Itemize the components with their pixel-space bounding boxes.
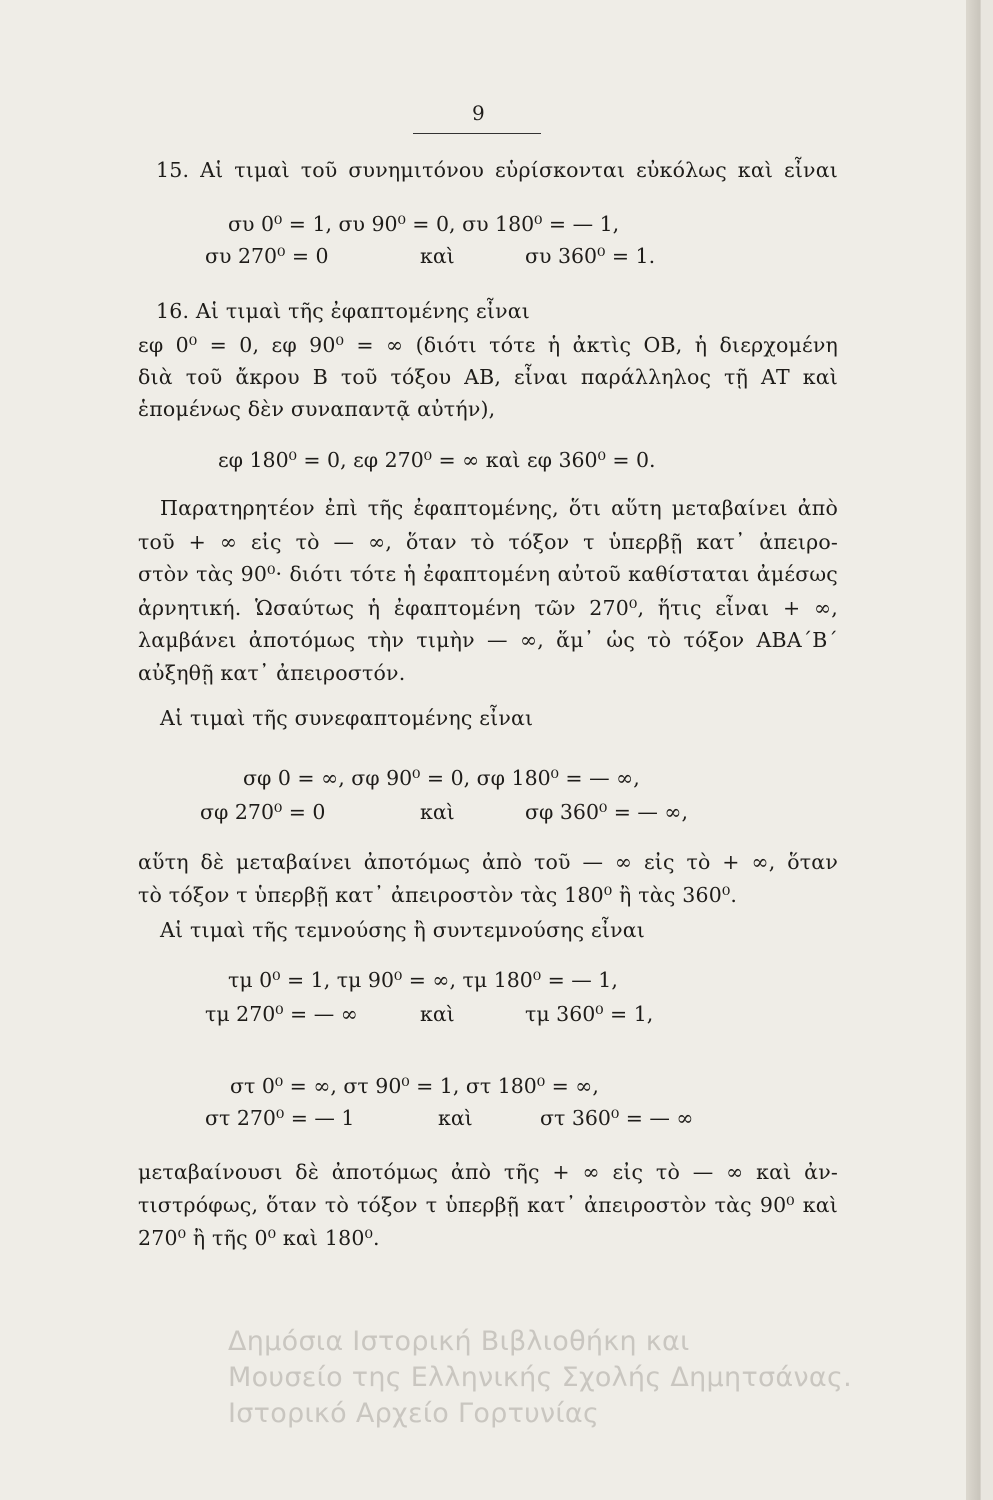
secant-line-2: τιστρόφως, ὅταν τὸ τόξον τ ὑπερβῇ κατ᾿ ἀπειροστὸν τὰς 90⁰ καὶ xyxy=(138,1193,838,1217)
tangent-equation: εφ 180⁰ = 0, εφ 270⁰ = ∞ καὶ εφ 360⁰ = 0. xyxy=(218,448,656,472)
cosecant-equation-1: στ 0⁰ = ∞, στ 90⁰ = 1, στ 180⁰ = ∞, xyxy=(230,1074,599,1098)
cotangent-line-1: αὕτη δὲ μεταβαίνει ἀποτόμως ἀπὸ τοῦ — ∞ εἰς τὸ + ∞, ὅταν xyxy=(138,850,838,874)
observation-line-6: αὐξηθῇ κατ᾿ ἀπειροστόν. xyxy=(138,661,406,685)
watermark-line-2: Μουσείο της Ελληνικής Σχολής Δημητσάνας. xyxy=(228,1362,853,1393)
page-edge xyxy=(966,0,980,1500)
secant-line-3: 270⁰ ἢ τῆς 0⁰ καὶ 180⁰. xyxy=(138,1226,380,1250)
secant-intro: Αἱ τιμαὶ τῆς τεμνούσης ἢ συντεμνούσης εἶναι xyxy=(160,918,646,942)
section-16-line-2: εφ 0⁰ = 0, εφ 90⁰ = ∞ (διότι τότε ἡ ἀκτὶς ΟΒ, ἡ διερχομένη xyxy=(138,333,838,357)
cotangent-equation-2a: σφ 270⁰ = 0 xyxy=(200,800,326,824)
section-16-line-4: ἑπομένως δὲν συναπαντᾷ αὐτήν), xyxy=(138,397,496,421)
page-number: 9 xyxy=(472,101,485,125)
observation-line-2: τοῦ + ∞ εἰς τὸ — ∞, ὅταν τὸ τόξον τ ὑπερβῇ κατ᾿ ἀπειρο- xyxy=(138,530,838,554)
secant-equation-1: τμ 0⁰ = 1, τμ 90⁰ = ∞, τμ 180⁰ = — 1, xyxy=(228,968,618,992)
secant-equation-2-and: καὶ xyxy=(420,1002,455,1026)
cosecant-equation-2a: στ 270⁰ = — 1 xyxy=(205,1106,355,1130)
header-rule xyxy=(413,133,541,134)
secant-equation-2a: τμ 270⁰ = — ∞ xyxy=(205,1002,358,1026)
secant-line-1: μεταβαίνουσι δὲ ἀποτόμως ἀπὸ τῆς + ∞ εἰς τὸ — ∞ καὶ ἀν- xyxy=(138,1160,838,1184)
observation-line-1: Παρατηρητέον ἐπὶ τῆς ἐφαπτομένης, ὅτι αὕτη μεταβαίνει ἀπὸ xyxy=(160,496,838,520)
observation-line-4: ἀρνητική. Ὡσαύτως ἡ ἐφαπτομένη τῶν 270⁰, ἥτις εἶναι + ∞, xyxy=(138,596,838,620)
cotangent-intro: Αἱ τιμαὶ τῆς συνεφαπτομένης εἶναι xyxy=(160,706,534,730)
cotangent-equation-2c: σφ 360⁰ = — ∞, xyxy=(525,800,689,824)
section-16-line-3: διὰ τοῦ ἄκρου Β τοῦ τόξου ΑΒ, εἶναι παράλληλος τῇ ΑΤ καὶ xyxy=(138,365,838,389)
observation-line-3: στὸν τὰς 90⁰· διότι τότε ἡ ἐφαπτομένη αὐτοῦ καθίσταται ἀμέσως xyxy=(138,562,838,586)
cotangent-line-2: τὸ τόξον τ ὑπερβῇ κατ᾿ ἀπειροστὸν τὰς 180⁰ ἢ τὰς 360⁰. xyxy=(138,883,738,907)
cosine-equation-2a: συ 270⁰ = 0 xyxy=(205,244,329,268)
watermark-line-3: Ιστορικό Αρχείο Γορτυνίας xyxy=(228,1398,600,1429)
section-16-intro: 16. Αἱ τιμαὶ τῆς ἐφαπτομένης εἶναι xyxy=(156,299,531,323)
section-15-intro: 15. Αἱ τιμαὶ τοῦ συνημιτόνου εὑρίσκονται εὐκόλως καὶ εἶναι xyxy=(156,158,838,182)
cosine-equation-2c: συ 360⁰ = 1. xyxy=(525,244,656,268)
watermark-line-1: Δημόσια Ιστορική Βιβλιοθήκη και xyxy=(228,1326,690,1357)
cosecant-equation-2c: στ 360⁰ = — ∞ xyxy=(540,1106,694,1130)
cosecant-equation-2-and: καὶ xyxy=(438,1106,473,1130)
cotangent-equation-2-and: καὶ xyxy=(420,800,455,824)
cotangent-equation-1: σφ 0 = ∞, σφ 90⁰ = 0, σφ 180⁰ = — ∞, xyxy=(243,766,640,790)
cosine-equation-1: συ 0⁰ = 1, συ 90⁰ = 0, συ 180⁰ = — 1, xyxy=(228,212,620,236)
observation-line-5: λαμβάνει ἀποτόμως τὴν τιμὴν — ∞, ἅμ᾿ ὡς τὸ τόξον ΑΒΑ΄Β΄ xyxy=(138,628,838,652)
secant-equation-2c: τμ 360⁰ = 1, xyxy=(525,1002,654,1026)
cosine-equation-2-and: καὶ xyxy=(420,244,455,268)
